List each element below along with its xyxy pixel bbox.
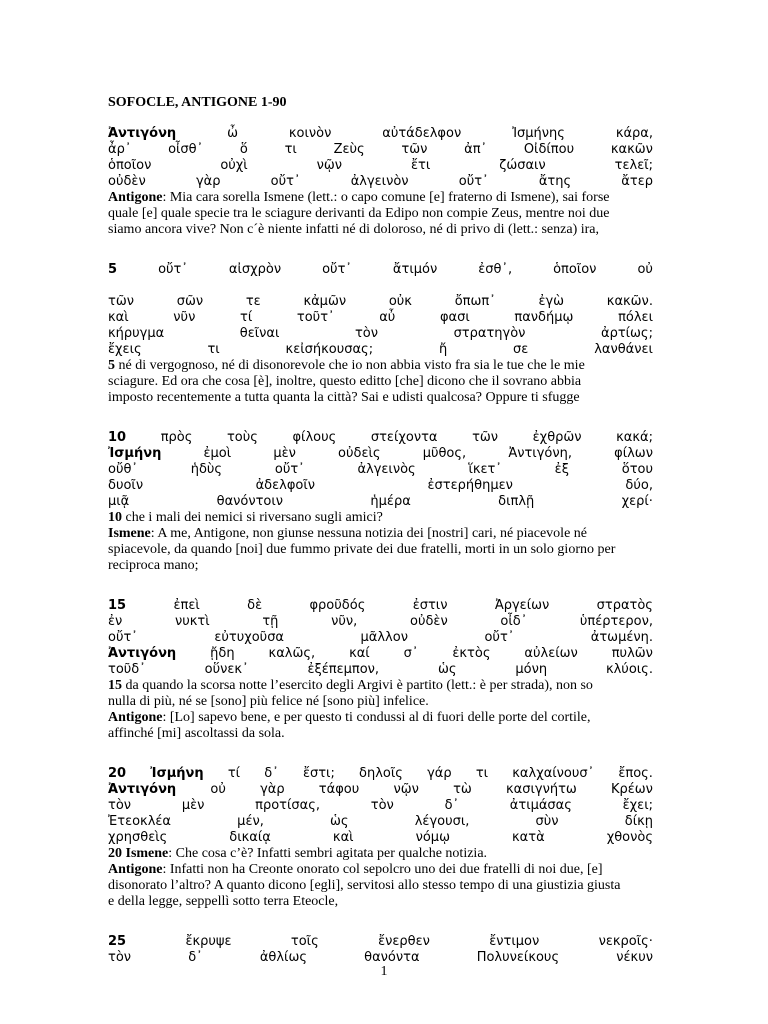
- greek-word: οὐδὲν: [409, 614, 448, 629]
- greek-word: γὰρ: [260, 782, 285, 797]
- greek-line: [108, 430, 653, 446]
- greek-word: γάρ: [427, 766, 452, 781]
- line-number-speaker: 20 Ismene: [108, 846, 169, 861]
- greek-word: Ζεὺς: [333, 142, 365, 157]
- greek-word: ἐστιν: [412, 598, 448, 613]
- greek-word: τῶν: [472, 430, 499, 445]
- greek-word: ἔνερθεν: [378, 934, 430, 949]
- greek-word: θανόντα: [364, 950, 420, 965]
- greek-word: κάρα,: [615, 126, 653, 141]
- greek-word: εὐτυχοῦσα: [214, 630, 285, 645]
- greek-word: οὔτ᾽: [458, 174, 489, 189]
- greek-word: ἐπεὶ: [173, 598, 200, 613]
- greek-word: οἶσθ᾽: [168, 142, 204, 157]
- greek-word: οὔθ᾽: [108, 462, 138, 477]
- greek-word: στρατηγὸν: [453, 326, 526, 341]
- greek-word: δ᾽: [264, 766, 279, 781]
- line-number: 5: [108, 358, 115, 373]
- greek-word: ἄτιμόν: [392, 262, 438, 277]
- greek-word: δὲ: [247, 598, 263, 613]
- greek-word: ἔπος.: [618, 766, 653, 781]
- greek-word: ἡμέρα: [370, 494, 411, 509]
- greek-word: κήρυγμα: [108, 326, 165, 341]
- greek-word: οὔτ᾽: [158, 262, 188, 277]
- greek-word: τῶν: [108, 294, 134, 309]
- greek-word: Ἀργείων: [494, 598, 550, 613]
- greek-word: κεἰσήκουσας;: [285, 342, 374, 357]
- greek-word: φασι: [439, 310, 470, 325]
- greek-word: ὡς: [330, 814, 349, 829]
- greek-line: [108, 798, 653, 814]
- greek-word: οὐκ: [388, 294, 412, 309]
- greek-word: σ᾽: [403, 646, 419, 661]
- greek-word: χθονὸς: [606, 830, 653, 845]
- greek-word: αὐλείων: [524, 646, 578, 661]
- greek-word: δηλοῖς: [359, 766, 403, 781]
- greek-word: ζώσαιν: [499, 158, 546, 173]
- greek-word: τι: [475, 766, 489, 781]
- greek-line: [108, 830, 653, 846]
- passage-10-14: [108, 430, 653, 574]
- greek-word: οὐδεὶς: [338, 446, 381, 461]
- greek-word: 5: [108, 262, 118, 277]
- greek-word: πόλει: [618, 310, 653, 325]
- greek-word: σῶν: [176, 294, 204, 309]
- greek-line: [108, 310, 653, 326]
- greek-word: οὔτ᾽: [274, 462, 305, 477]
- greek-word: τοῦδ᾽: [108, 662, 146, 677]
- greek-word: ὁποῖον: [108, 158, 152, 173]
- translation-paragraph: Antigone: Mia cara sorella Ismene (lett.: o capo comune [e] fraterno di Ismene), sai forse quale [e] quale specie tra le sciagure derivanti da Edipo non compie Zeus, mentre noi due siamo ancora vive? Non c´è niente infatti né di doloroso, né di privo di (lett.: senza) ira,: [108, 190, 610, 237]
- greek-line: [108, 262, 653, 278]
- greek-word: λανθάνει: [594, 342, 653, 357]
- greek-word: μιᾷ: [108, 494, 130, 509]
- greek-word: Ἐτεοκλέα: [108, 814, 172, 829]
- greek-word: οὐδὲν: [108, 174, 146, 189]
- greek-word: κἀμῶν: [303, 294, 347, 309]
- greek-line: [108, 126, 653, 142]
- greek-word: ἄτερ: [621, 174, 653, 189]
- greek-word: νῦν,: [331, 614, 358, 629]
- greek-word: ἆρ᾽: [108, 142, 132, 157]
- greek-word: διπλῇ: [498, 494, 535, 509]
- greek-word: τοῖς: [290, 934, 319, 949]
- greek-word: φίλων: [614, 446, 653, 461]
- greek-word: τὸν: [108, 798, 132, 813]
- greek-line: [108, 446, 653, 462]
- greek-line: [108, 142, 653, 158]
- greek-word: τοὺς: [226, 430, 258, 445]
- greek-word: Κρέων: [610, 782, 653, 797]
- greek-line: [108, 158, 653, 174]
- greek-word: τάφου: [318, 782, 360, 797]
- greek-word: κακῶν.: [606, 294, 653, 309]
- passage-25-26: [108, 934, 653, 966]
- greek-word: 15: [108, 598, 127, 613]
- greek-line: [108, 614, 653, 630]
- greek-word: ἔχει;: [622, 798, 653, 813]
- greek-word: σὺν: [535, 814, 559, 829]
- translation-paragraph: 10 che i mali dei nemici si riversano sugli amici? Ismene: A me, Antigone, non giunse nessuna notizia dei [nostri] cari, né piacevole né spiacevole, da quando [noi] due fummo private dei due fratelli, morti in un solo giorno per reciproca mano;: [108, 510, 616, 573]
- greek-word: ἔτι: [411, 158, 431, 173]
- passage-1-4: [108, 126, 653, 238]
- greek-word: ἡδὺς: [190, 462, 223, 477]
- greek-word: ἵκετ᾽: [468, 462, 502, 477]
- greek-word: ἐγὼ: [538, 294, 565, 309]
- greek-line: [108, 814, 653, 830]
- greek-word: δίκῃ: [624, 814, 653, 829]
- greek-word: κακῶν: [610, 142, 653, 157]
- greek-word: τὸν: [354, 326, 378, 341]
- greek-line: [108, 598, 653, 614]
- greek-word: Πολυνείκους: [476, 950, 560, 965]
- greek-word: Ἀντιγόνη: [108, 126, 177, 141]
- greek-word: τὸν: [108, 950, 132, 965]
- greek-word: Οἰδίπου: [523, 142, 575, 157]
- greek-line: [108, 662, 653, 678]
- speaker-name: Antigone: [108, 710, 163, 725]
- greek-word: ἀδελφοῖν: [255, 478, 316, 493]
- greek-word: ὡς: [437, 662, 457, 677]
- speaker-name: Antigone: [108, 190, 163, 205]
- greek-word: τε: [245, 294, 261, 309]
- greek-word: οὐχὶ: [220, 158, 248, 173]
- greek-word: οὐ: [210, 782, 226, 797]
- greek-word: ἐχθρῶν: [532, 430, 582, 445]
- greek-word: προτίσας,: [255, 798, 320, 813]
- greek-word: δύο,: [625, 478, 653, 493]
- greek-word: αἰσχρὸν: [228, 262, 282, 277]
- greek-word: ὑπέρτερον,: [579, 614, 653, 629]
- greek-line: [108, 174, 653, 190]
- greek-word: τῶν: [401, 142, 428, 157]
- greek-word: στείχοντα: [370, 430, 438, 445]
- document-title: SOFOCLE, ANTIGONE 1-90: [108, 95, 287, 110]
- greek-word: Ἰσμήνη: [108, 446, 162, 461]
- greek-word: νῷν: [316, 158, 343, 173]
- greek-line: [108, 766, 653, 782]
- greek-word: ὅ: [239, 142, 248, 157]
- greek-word: ἔκρυψε: [185, 934, 232, 949]
- greek-word: δικαίᾳ: [229, 830, 271, 845]
- passage-5-9: [108, 262, 653, 406]
- greek-word: 25: [108, 934, 127, 949]
- greek-word: οὐ: [637, 262, 653, 277]
- greek-word: τὸν: [370, 798, 394, 813]
- greek-word: Ἀντιγόνη: [108, 782, 177, 797]
- greek-word: αὖ: [379, 310, 396, 325]
- greek-line: [108, 494, 653, 510]
- greek-word: ἔχεις: [108, 342, 142, 357]
- line-number: 10: [108, 510, 122, 525]
- greek-line: [108, 646, 653, 662]
- greek-line: [108, 326, 653, 342]
- document-page: [108, 95, 653, 990]
- greek-word: ἄτης: [538, 174, 572, 189]
- greek-word: καὶ: [332, 830, 354, 845]
- greek-word: δυοῖν: [108, 478, 144, 493]
- greek-line: [108, 782, 653, 798]
- translation-paragraph: 5 né di vergognoso, né di disonorevole che io non abbia visto fra sia le tue che le mie sciagure. Ed ora che cosa [è], inoltre, questo editto [che] dicono che il sovrano abbia imposto recentemente a tutta quanta la città? Sai e udisti qualcosa? Oppure ti sfugge: [108, 358, 585, 405]
- greek-word: φίλους: [292, 430, 337, 445]
- greek-word: ἐσθ᾽,: [478, 262, 513, 277]
- greek-word: θεῖναι: [239, 326, 280, 341]
- greek-word: πρὸς: [160, 430, 193, 445]
- greek-word: θανόντοιν: [216, 494, 284, 509]
- speaker-name: Ismene: [108, 526, 151, 541]
- greek-word: ἀπ᾽: [464, 142, 488, 157]
- greek-word: ἐκτὸς: [452, 646, 491, 661]
- greek-word: τι: [207, 342, 220, 357]
- greek-word: τῇ: [262, 614, 279, 629]
- greek-word: σε: [513, 342, 529, 357]
- greek-word: καλχαίνουσ᾽: [512, 766, 595, 781]
- greek-word: οὔτ᾽: [108, 630, 138, 645]
- line-number: 15: [108, 678, 122, 693]
- greek-word: στρατὸς: [596, 598, 653, 613]
- greek-line: [108, 342, 653, 358]
- greek-word: νόμῳ: [415, 830, 450, 845]
- greek-word: χερί·: [621, 494, 653, 509]
- greek-word: ἐν: [108, 614, 123, 629]
- greek-word: Ἰσμήνη: [150, 766, 204, 781]
- greek-word: πυλῶν: [611, 646, 653, 661]
- speaker-name: Antigone: [108, 862, 163, 877]
- greek-word: ἀρτίως;: [601, 326, 653, 341]
- greek-word: κακά;: [616, 430, 653, 445]
- greek-word: ἀθλίως: [259, 950, 307, 965]
- greek-line: [108, 630, 653, 646]
- greek-word: νεκροῖς·: [598, 934, 653, 949]
- greek-word: τοῦτ᾽: [296, 310, 335, 325]
- greek-word: φροῦδός: [309, 598, 366, 613]
- greek-line: [108, 934, 653, 950]
- translation-paragraph: 20 Ismene: Che cosa c’è? Infatti sembri agitata per qualche notizia. Antigone: Infatti non ha Creonte onorato col sepolcro uno dei due fratelli di noi due, [e] disonorato l’altro? A quanto dicono [egli], servitosi allo stesso tempo di una giustizia giusta e della legge, seppellì sotto terra Eteocle,: [108, 846, 621, 909]
- greek-word: τὼ: [453, 782, 472, 797]
- greek-word: οὔτ᾽: [270, 174, 301, 189]
- greek-word: ἐξέπεμπον,: [307, 662, 380, 677]
- greek-word: δ᾽: [188, 950, 203, 965]
- greek-word: Ἰσμήνης: [512, 126, 565, 141]
- greek-word: ὅτου: [621, 462, 653, 477]
- greek-word: ὁποῖον: [553, 262, 597, 277]
- greek-line: [108, 462, 653, 478]
- greek-word: ἀλγεινὸν: [350, 174, 409, 189]
- greek-line: [108, 478, 653, 494]
- greek-word: οὔτ᾽: [322, 262, 352, 277]
- greek-word: οἶδ᾽: [500, 614, 528, 629]
- greek-word: Ἀντιγόνη: [108, 646, 177, 661]
- greek-word: νῷν: [393, 782, 419, 797]
- greek-word: ἐμοὶ: [203, 446, 232, 461]
- page-number: 1: [380, 964, 388, 979]
- greek-word: αὐτάδελφον: [382, 126, 462, 141]
- greek-word: ὦ: [227, 126, 238, 141]
- greek-word: λέγουσι,: [414, 814, 470, 829]
- greek-word: ᾔδη: [210, 646, 235, 661]
- greek-word: μῦθος,: [422, 446, 467, 461]
- greek-word: καί: [349, 646, 370, 661]
- greek-word: τί: [227, 766, 241, 781]
- greek-word: 20: [108, 766, 127, 781]
- greek-word: κασιγνήτω: [506, 782, 577, 797]
- greek-word: γὰρ: [195, 174, 221, 189]
- greek-word: ἤ: [438, 342, 448, 357]
- greek-word: μὲν: [273, 446, 296, 461]
- greek-word: νῦν: [173, 310, 196, 325]
- passage-15-19: [108, 598, 653, 742]
- greek-word: κατὰ: [512, 830, 545, 845]
- greek-word: μᾶλλον: [360, 630, 408, 645]
- greek-word: κοινὸν: [288, 126, 332, 141]
- greek-word: κλύοις.: [605, 662, 653, 677]
- greek-word: ὄπωπ᾽: [454, 294, 496, 309]
- greek-line: [108, 294, 653, 310]
- greek-word: νέκυν: [616, 950, 653, 965]
- greek-word: τι: [284, 142, 297, 157]
- greek-word: καλῶς,: [268, 646, 316, 661]
- greek-word: μόνη: [515, 662, 548, 677]
- greek-word: 10: [108, 430, 127, 445]
- passage-20-24: [108, 766, 653, 910]
- greek-word: τελεῖ;: [614, 158, 653, 173]
- greek-word: ἐστερήθημεν: [427, 478, 513, 493]
- greek-word: μέν,: [237, 814, 264, 829]
- greek-word: δ᾽: [444, 798, 460, 813]
- translation-paragraph: 15 da quando la scorsa notte l’esercito degli Argivi è partito (lett.: è per strada), non so nulla di più, né se [sono] più felice né [sono più] infelice. Antigone: [Lo] sapevo bene, e per questo ti condussi al di fuori delle porte del cortile, affinché [mi] ascoltassi da sola.: [108, 678, 593, 741]
- greek-word: καὶ: [108, 310, 129, 325]
- greek-word: ἐξ: [554, 462, 569, 477]
- greek-word: μὲν: [181, 798, 205, 813]
- greek-word: ἔντιμον: [489, 934, 540, 949]
- greek-word: νυκτὶ: [174, 614, 210, 629]
- greek-word: ἀτιμάσας: [509, 798, 572, 813]
- greek-word: χρησθεὶς: [108, 830, 168, 845]
- greek-word: πανδήμῳ: [514, 310, 574, 325]
- greek-word: Ἀντιγόνη,: [508, 446, 572, 461]
- greek-word: ἀτωμένη.: [590, 630, 653, 645]
- greek-word: οὔτ᾽: [484, 630, 515, 645]
- greek-word: ἔστι;: [302, 766, 335, 781]
- greek-word: οὕνεκ᾽: [204, 662, 249, 677]
- greek-word: τί: [240, 310, 253, 325]
- greek-word: ἀλγεινὸς: [357, 462, 416, 477]
